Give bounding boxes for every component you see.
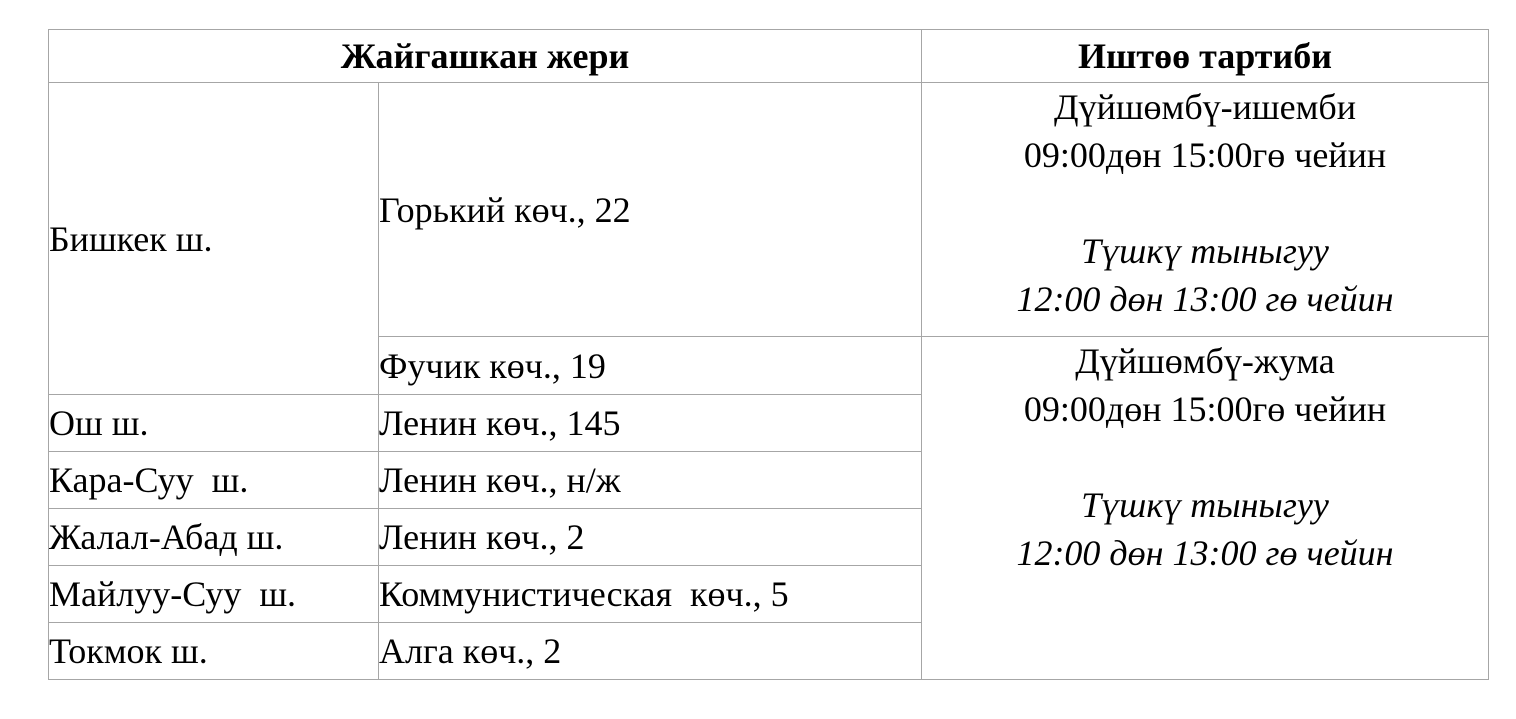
schedule-days: Дүйшөмбү-жума [1075, 341, 1335, 381]
schedule-cell-mon-fri [922, 337, 1489, 680]
city-cell: Ош ш. [49, 395, 379, 452]
street-cell: Алга көч., 2 [379, 623, 922, 680]
schedule-cell-mon-sat [922, 83, 1489, 337]
street-cell: Ленин көч., 2 [379, 509, 922, 566]
office-schedule-table [48, 29, 1489, 680]
street-cell: Фучик көч., 19 [379, 337, 922, 395]
street-cell: Ленин көч., 145 [379, 395, 922, 452]
city-cell: Кара-Суу ш. [49, 452, 379, 509]
city-cell: Жалал-Абад ш. [49, 509, 379, 566]
city-cell-bishkek: Бишкек ш. [49, 83, 379, 395]
street-cell: Горький көч., 22 [379, 83, 922, 337]
schedule-hours: 09:00дөн 15:00гө чейин [1023, 135, 1387, 175]
schedule-hours: 09:00дөн 15:00гө чейин [1023, 389, 1387, 429]
street-cell: Ленин көч., н/ж [379, 452, 922, 509]
break-title: Түшкү тыныгуу [1081, 231, 1329, 271]
table-row [49, 83, 1489, 337]
city-cell: Токмок ш. [49, 623, 379, 680]
break-hours: 12:00 дөн 13:00 гө чейин [1016, 533, 1394, 573]
header-schedule: Иштөө тартиби [922, 30, 1489, 83]
street-cell: Коммунистическая көч., 5 [379, 566, 922, 623]
header-location: Жайгашкан жери [49, 30, 922, 83]
break-title: Түшкү тыныгуу [1081, 485, 1329, 525]
break-hours: 12:00 дөн 13:00 гө чейин [1016, 279, 1394, 319]
city-cell: Майлуу-Суу ш. [49, 566, 379, 623]
header-row [49, 30, 1489, 83]
schedule-days: Дүйшөмбү-ишемби [1054, 87, 1356, 127]
